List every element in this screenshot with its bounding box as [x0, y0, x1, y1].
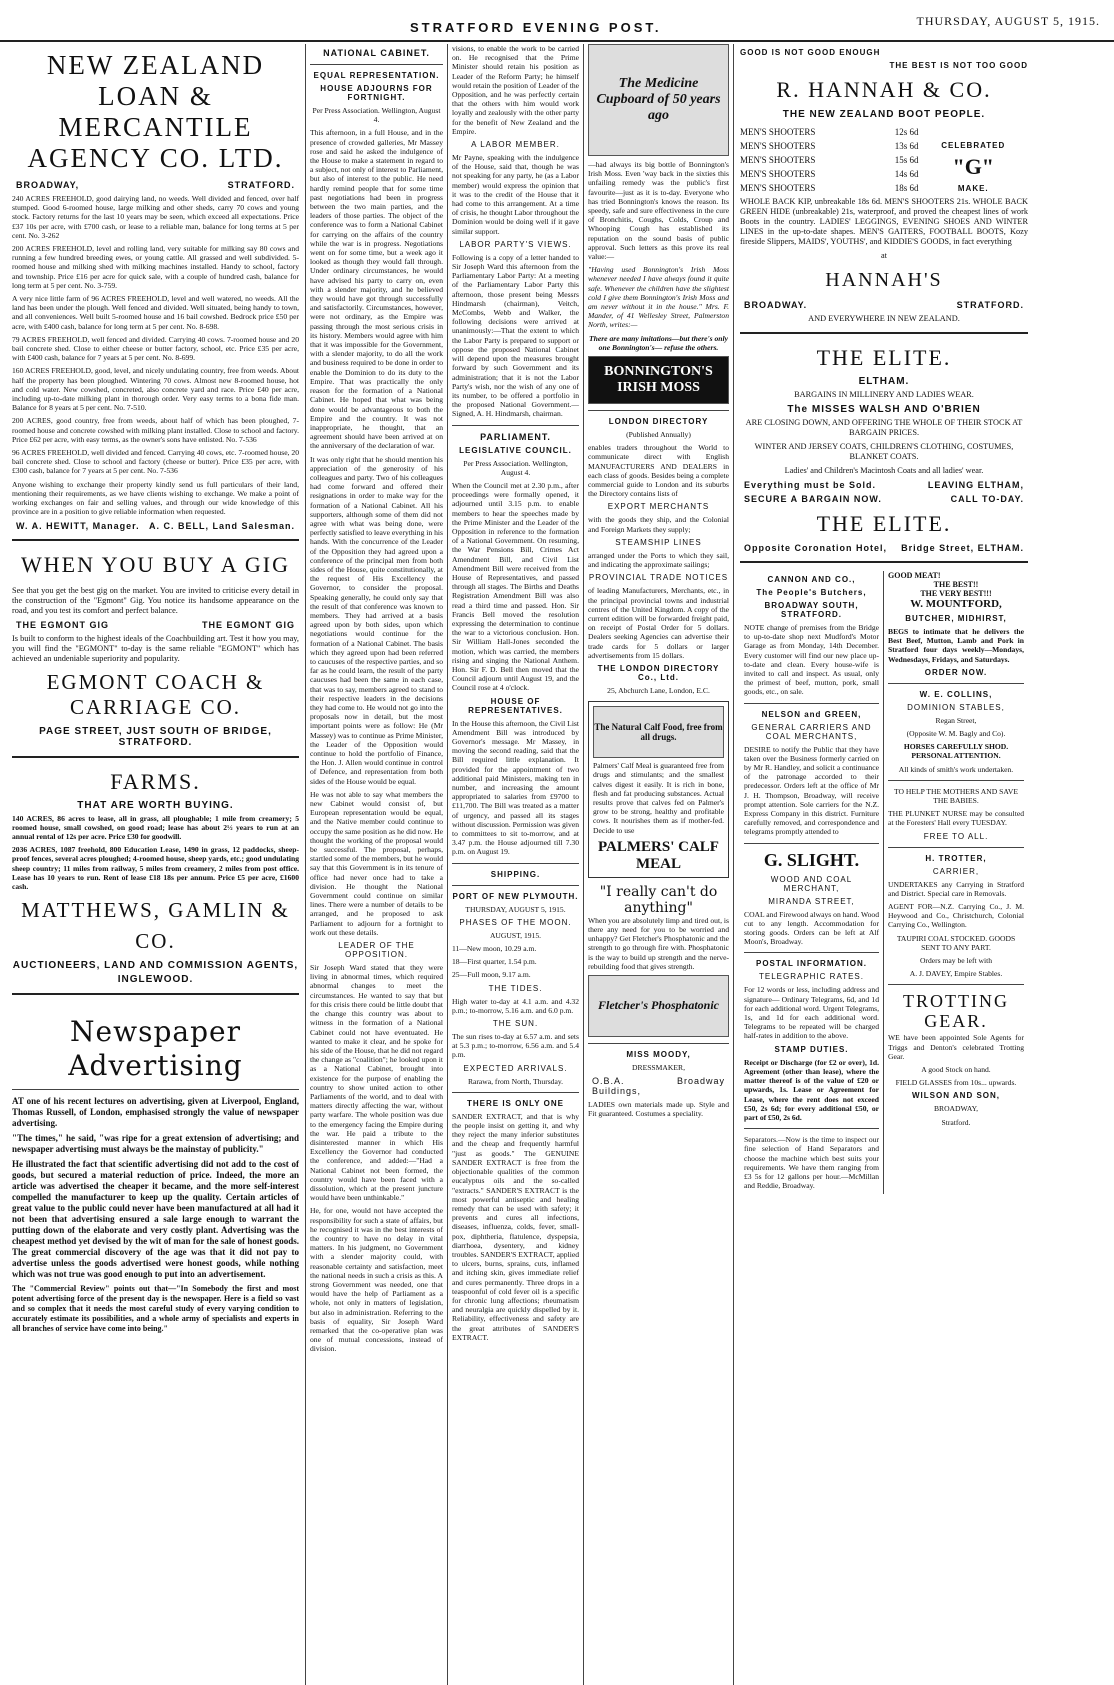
advertising-title: Newspaper Advertising — [68, 1015, 243, 1083]
hannah-left: BROADWAY. — [744, 300, 808, 310]
nelson-sub: GENERAL CARRIERS AND COAL MERCHANTS, — [751, 722, 872, 741]
slight-sub: WOOD AND COAL MERCHANT, — [770, 874, 853, 893]
moon-phase: 18—First quarter, 1.54 p.m. — [452, 957, 537, 967]
medicine-quote: "Having used Bonnington's Irish Moss whenever needed I have always found it quite safe. Whenever the children have the slightest cold I give them Bonnington's Irish Moss and am never without it in the house." Mrs. F. Mander, of 41 Wellesley Street, Palmerston North, writes:— — [588, 265, 729, 330]
col5-left — [740, 571, 884, 1194]
shooter-row: MEN'S SHOOTERS 18s 6d — [740, 183, 919, 193]
hannah-address — [744, 300, 1024, 310]
elite-misses: The MISSES WALSH AND O'BRIEN — [787, 404, 981, 415]
trotter-sub: CARRIER, — [932, 866, 980, 876]
collins-street: Regan Street, — [935, 715, 977, 725]
egmont-address: PAGE STREET, JUST SOUTH OF BRIDGE, STRATFORD. — [39, 725, 272, 748]
elite-address — [744, 543, 1024, 553]
tides-text: High water to-day at 4.1 a.m. and 4.32 p.m.; to-morrow, 5.16 a.m. and 6.0 p.m. — [452, 996, 579, 1015]
ld-text: enables traders throughout the World to communicate direct with English MANUFACTURERS AND DEALERS in each class of goods. Besides being a complete commercial guide to London and its suburbs the Directory contains lists of — [588, 443, 729, 499]
listing: 79 ACRES FREEHOLD, well fenced and divided. Carrying 40 cows. 7-roomed house and 20 bail concrete shed. Close to either cheese or butter factory, school, etc. Price £35 per acre, with £400 cash, balance for 7 years at 5 per cent. No. 8-699. — [12, 334, 299, 363]
moody-addr-right: Broadway — [676, 1076, 725, 1087]
farms-title: FARMS. — [110, 768, 201, 794]
trotting-glasses: FIELD GLASSES from 10s... upwards. — [895, 1078, 1017, 1088]
collins-sub: DOMINION STABLES, — [907, 702, 1005, 712]
hannahs: HANNAH'S — [825, 269, 943, 291]
sander-text: SANDER EXTRACT, and that is why the people insist on getting it, and why they reject the many inferior substitutes and the cheap and frequently harmful "just as goods." The GENUINE SANDER EXTRACT is free from the objectionable qualities of the common eucalyptus oils and the so-called "extracts." SANDER'S EXTRACT is the most powerful antiseptic and healing remedy that can be used with safety; it prevents and cures all infections, diseases, influenza, colds, fever, small-pox, diphtheria, flatulence, dyspepsia, diarrhoea, dysentery, and kidney troubles. SANDER'S EXTRACT, applied to ulcers, burns, sprains, cuts, inflamed and itching skin, gives immediate relief and cures permanently. Three drops in a teaspoonful of cold fever oil is a specific for chronic lung affections; rheumatism and neuralgia are quickly dispelled by it. Reliability, effectiveness and safety are the great attributes of SANDER'S EXTRACT. — [452, 1111, 579, 1342]
lpv-title: LABOR PARTY'S VIEWS. — [459, 239, 572, 249]
mountford-order: ORDER NOW. — [924, 667, 988, 677]
collins-name: W. E. COLLINS, — [919, 689, 993, 699]
slight-name: G. SLIGHT. — [763, 849, 860, 870]
elite-opp: Opposite Coronation Hotel, — [744, 543, 887, 553]
cannon-sub: The People's Butchers, — [756, 588, 867, 597]
moody-addr-left: O.B.A. Buildings, — [592, 1076, 642, 1097]
trotting-text: WE have been appointed Sole Agents for Triggs and Denton's celebrated Trotting Gear. — [888, 1033, 1024, 1061]
babies-free: FREE TO ALL. — [923, 831, 989, 841]
leader-para: He, for one, would not have accepted the responsibility for such a state of affairs, but he recognised it was in the best interests of the country to have no delay in vital matters. In his judgment, no Government with a slender majority could, with reasonable certainty and satisfaction, meet the national needs in such a crisis as this. A strong Government was needed, one that would have the help of Parliament as a whole, not only in matters of legislation, but also in administration. Referring to the basis of equality, Sir Joseph Ward remarked that the co-operative plan was one of mutual concessions, instead of division. — [310, 1206, 443, 1354]
moon-title: PHASES OF THE MOON. — [459, 917, 572, 927]
sun-title: THE SUN. — [492, 1019, 539, 1029]
port-date: THURSDAY, AUGUST 5, 1915. — [465, 904, 566, 914]
advertising-body — [12, 1096, 299, 1334]
babies-title: TO HELP THE MOTHERS AND SAVE THE BABIES. — [894, 786, 1018, 806]
gig-subheads — [16, 620, 295, 630]
elite-closing: ARE CLOSING DOWN, AND OFFERING THE WHOLE OF THEIR STOCK AT BARGAIN PRICES. — [745, 418, 1023, 437]
mountford-best: THE BEST!! — [933, 580, 979, 589]
mountford-name: W. MOUNTFORD, — [910, 598, 1002, 610]
elite-bridge: Bridge Street, ELTHAM. — [901, 543, 1024, 553]
prov-text: of leading Manufacturers, Merchants, etc., in the principal provincial towns and industrial centres of the United Kingdom. A copy of the current edition will be forwarded freight paid, on receipt of Postal Order for 5 dollars. Dealers seeking Agencies can advertise their trade cards for 5 dollars or larger advertisements from 15 dollars. — [588, 586, 729, 660]
listing: A very nice little farm of 96 ACRES FREEHOLD, level and well watered, no weeds. All the land has been under the plough. Well fenced and divided. Well situated, being handy to town, and all conveniences. Well built 5-roomed house and 16 bail cowshed. Bedrock price £50 per acre, with £400 cash, balance for long term at 5 per cent. No. 8-698. — [12, 294, 299, 331]
elite-call: CALL TO-DAY. — [950, 494, 1024, 504]
listing: 96 ACRES FREEHOLD, well divided and fenced. Carrying 40 cows, etc. 7-roomed house, 20 bail concrete shed. Close to school and factory (cheese or butter). Price £35 per acre, with £300 cash, balance for 7 years at 5 per cent. No. 7-536 — [12, 448, 299, 476]
issue-date: THURSDAY, AUGUST 5, 1915. — [916, 14, 1100, 28]
phosphatonic-illustration — [588, 975, 729, 1037]
gig-sub-right: THE EGMONT GIG — [201, 619, 295, 630]
cannon-text: NOTE change of premises from the Bridge to up-to-date shop next Mudford's Motor Garage as from Monday, 14th December. Every customer will find our new place up-to-date and clean. Every house-wife is invited to call and inspect. As usual, only the primest of beef, mutton, pork, small goods, etc., on sale. — [744, 623, 879, 697]
celebrated-make — [919, 123, 1028, 197]
collins-all: All kinds of smith's work undertaken. — [898, 764, 1014, 774]
cabinet-para: This afternoon, in a full House, and in the presence of crowded galleries, Mr Massey rose and said he asked the indulgence of the House to make a statement in regard to a subject, not only of interest to Parliament, but also of interest to the public. He need hardly remind people that for some time past negotiations had been in progress between the two main parties, and the leaders of those parties. The object of the conference was to form a National Cabinet for carrying on the affairs of the country while the war is in progress. Negotiations went on for some time, but a week ago it looked as though they would fall through. Under ordinary circumstances, he would have advised his party to carry on, even with a slender majority, and he believed they would have got through successfully and satisfactorily. Circumstances, however, were not ordinary, as the Empire was passing through the most serious crisis in its history. Members would agree with him that it was impossible for the Government, with a slender majority, to do all the work and business required to be done in order to enable the Dominion to do its duty to the Empire. That was practically the only reason for the formation of a National Cabinet. He hoped that what was being done would be advantageous to both the Empire and the country. It was not inappropriate, he thought, that an agreement should have been arrived at on the anniversary of the declaration of war. — [310, 128, 443, 451]
nzloan-address — [16, 180, 295, 190]
nzloan-title: NEW ZEALAND LOAN & MERCANTILE AGENCY CO. LTD. — [27, 50, 284, 173]
collins-text: HORSES CAREFULLY SHOD. PERSONAL ATTENTION. — [903, 742, 1009, 761]
postal-title: POSTAL INFORMATION. — [756, 959, 867, 969]
stamp-title: STAMP DUTIES. — [774, 1044, 849, 1054]
prov-title: PROVINCIAL TRADE NOTICES — [588, 573, 729, 583]
trotter-orders: Orders may be left with — [919, 956, 993, 966]
slight-street: MIRANDA STREET, — [768, 896, 855, 906]
g-make: "G" — [952, 154, 995, 179]
labour-text: Mr Payne, speaking with the indulgence of the House, said that, though he was not speaking for any party, he (as a Labor member) would express the opinion that it was to the credit of the House that it had come to this arrangement. At a time of crisis, he thought Labor throughout the Dominion would be doing well if it gave similar support. — [452, 153, 579, 236]
wilson-name: WILSON AND SON, — [911, 1091, 1001, 1101]
column-2 — [306, 44, 448, 1685]
lc-text: When the Council met at 2.30 p.m., after proceedings were formally opened, it adjourned until 3.15 p.m. to enable members to hear the speeches made by the Prime Minister and the Leader of the Opposition in reference to the formation of a National Government. On resuming, the War Pensions Bill, Crimes Act Amendment Bill, and Civil List Amendment Bill were received from the House of Representatives, and passed through all stages. The Births and Deaths Registration Amendment Bill was also read a third time and passed. Hon. Sir Francis Bell moved the resolution expressing the determination to continue the war to a victorious conclusion. Hon. Sir William Hall-Jones seconded the motion, which was carried, the members rising and singing the National Anthem. Hon. Sir F. D. Bell then moved that the Council adjourn until August 19, and the Council rose at 4 o'clock. — [452, 480, 579, 693]
sun-text: The sun rises to-day at 6.57 a.m. and sets at 5.3 p.m.; to-morrow, 6.56 a.m. and 5.4 p.m. — [452, 1032, 579, 1060]
elite-macs: Ladies' and Children's Macintosh Coats and all ladies' wear. — [784, 466, 984, 475]
tired-text: When you are absolutely limp and tired out, is there any need for you to be worried and unhappy? Get Fletcher's Phosphatonic and the strength to go through fire with. Phosphatonic is the way to build up strength and the nerve-rebuilding food that gives strength. — [588, 915, 729, 971]
hor-text: In the House this afternoon, the Civil List Amendment Bill was introduced by Governor's message. Mr Massey, in moving the second reading, said that the Bill required little explanation. It provided for the appointment of two additional paid Ministers, making ten in number, and increasing the amount appropriated to salaries from £9700 to £11,700. The Bill was treated as a matter of urgency, and passed all its stages without discussion. Permission was given to committees to sit to-morrow, and at 3.47 p.m. the House adjourned till 7.30 p.m. on August 19. — [452, 718, 579, 857]
only-one-title: THERE IS ONLY ONE — [466, 1098, 565, 1108]
medicine-text: —had always its big bottle of Bonnington's Irish Moss. Even 'way back in the sixties this unfailing remedy was the public's first favourite—just as it is to-day. Everyone who has tried Bonnington's knows the reason. Its speedy, safe and sure effectiveness in the cure of Bronchitis, Coughs, Colds, Croup and Whooping Cough has established its reputation on the sound basis of public approval. Such letters as this prove its real value:— — [588, 160, 729, 262]
elite-row-2 — [744, 494, 1024, 504]
leader-para: Sir Joseph Ward stated that they were living in abnormal times, which required abnormal changes to meet the circumstances. He wanted to say that but for this crisis there could be little doubt that the change this country was about to witness in the formation of a National Cabinet could not have eventuated. He wanted to make it clear, and he spoke for his side of the House, that he did not regard the change as "coalition"; he looked upon it as a National Cabinet, brought into existence for the purpose of enabling the country to show united action to other Parliaments of the world, and to deal with matters directly affecting the war, without party warfare. The whole position was due to the emergency facing the Empire during the war. He paid a tribute to the disinterested manner in which His Excellency the Governor had conducted the conference, and added:—"Had a National Cabinet not been formed, the country would have been faced with a dissolution, which at the present juncture would have been unthinkable." — [310, 963, 443, 1203]
bonnington-brand — [588, 356, 729, 404]
adv-para: The "Commercial Review" points out that—"In Somebody the first and most potent advertising force of the present day is the newspaper. Here is a field so vast and so complex that it needs the most careful study of every varying condition to accurately estimate its possibilities, and a whole army of specialists and experts in all branches of service have come into being." — [12, 1284, 299, 1334]
hannah-text: WHOLE BACK KIP, unbreakable 18s 6d. MEN'S SHOOTERS 21s. WHOLE BACK GREEN HIDE (unbreakable) 21s, waterproof, and proved the cheapest lines of work Boots in the country. LADIES' LEGGINGS, EVENING SHOES AND WINTER LINES in the up-to-date shapes. MEN'S GAITERS, FOOTBALL BOOTS, Kozy fireside Slippers, MAIDS', YOUTHS', and KIDDIE'S GOODS, in fact everything — [740, 197, 1028, 246]
cannon-addr: BROADWAY SOUTH, STRATFORD. — [764, 601, 859, 619]
farms-items — [12, 814, 299, 892]
listing: 200 ACRES, good country, free from weeds, about half of which has been ploughed, 7-roomed house and concrete cowshed with milking plant installed. Close to school and factory. Price £62 per acre, with easy terms, as the owner's sons have enlisted. No. 7-536 — [12, 416, 299, 444]
manager: W. A. HEWITT, Manager. — [16, 520, 140, 531]
bonnington-label: BONNINGTON'S IRISH MOSS — [604, 364, 713, 396]
elite-leaving: LEAVING ELTHAM, — [927, 480, 1024, 490]
trotter-text: UNDERTAKES any Carrying in Stratford and District. Special care in Removals. — [888, 879, 1024, 898]
babies-text: THE PLUNKET NURSE may be consulted at the Foresters' Hall every TUESDAY. — [888, 809, 1024, 828]
lpv-text: Following is a copy of a letter handed to Sir Joseph Ward this afternoon from the Parliamentary Labor Party: At a meeting of the Parliamentary Labor Party this afternoon, those present being Messrs Hindmarsh (chairman), Veitch, McCombs, Webb and Walker, the following decisions were arrived at unanimously:—That the extent to which the Labor Party is prepared to support or oppose the proposed National Cabinet will depend upon the measures brought forward by such Government and its administration; that it is not the Labor Party's wish, nor the wish of any one of its number, to be offered a portfolio in the proposed National Government.—Signed, A. H. Hindmarsh, chairman. — [452, 252, 579, 419]
ld-sub: (Published Annually) — [626, 430, 691, 440]
lc-title: LEGISLATIVE COUNCIL. — [459, 445, 572, 455]
gig-para-2: Is built to conform to the highest ideals of the Coachbuilding art. Test it how you may, you will find the "EGMONT" to-day is the same reliable "EGMONT" which has achieved an undeniable superiority and popularity. — [12, 633, 299, 663]
elite-place: ELTHAM. — [858, 376, 910, 387]
nzloan-listings — [12, 194, 299, 517]
steam-text: arranged under the Ports to which they sail, and indicating the approximate sailings; — [588, 550, 729, 570]
postal-tel: TELEGRAPHIC RATES. — [759, 972, 864, 982]
elite-winter: WINTER AND JERSEY COATS, CHILDREN'S CLOTHING, COSTUMES, BLANKET COATS. — [754, 442, 1014, 461]
farms-sub: THAT ARE WORTH BUYING. — [77, 799, 234, 811]
egmont-company: EGMONT COACH & CARRIAGE CO. — [46, 669, 265, 719]
elite-row-1 — [744, 480, 1024, 490]
calves-illustration — [593, 706, 724, 758]
nelson-name: NELSON and GREEN, — [761, 709, 862, 719]
moody-role: DRESSMAKER, — [632, 1062, 685, 1072]
cabinet-sub: EQUAL REPRESENTATION. — [313, 71, 440, 80]
tired-title: "I really can't do anything" — [599, 883, 718, 916]
palmers-ad — [588, 701, 729, 878]
gig-title: WHEN YOU BUY A GIG — [20, 551, 291, 577]
cabinet-continued: visions, to enable the work to be carried on. He recognised that the Prime Minister should retain his position as Leader of the Reform Party; he himself would retain the position of Leader of the Opposition, and he was perfectly certain that the others with him would work loyally and zealously with the other party for the benefit of New Zealand and the Empire. — [452, 44, 579, 136]
mountford-very: THE VERY BEST!!! — [920, 589, 992, 598]
paper-title: STRATFORD EVENING POST. — [410, 20, 662, 35]
nzloan-right: STRATFORD. — [227, 180, 295, 190]
slight-text: COAL and Firewood always on hand. Wood cut to any length. Accommodation for storing goods. Orders can be left at Alf Moon's, Broadway. — [744, 909, 880, 947]
export-title: EXPORT MERCHANTS — [607, 502, 710, 512]
matthews-company: MATTHEWS, GAMLIN & CO. — [21, 898, 290, 954]
shooters-list — [740, 123, 919, 197]
matthews-role: AUCTIONEERS, LAND AND COMMISSION AGENTS, — [12, 960, 299, 972]
adv-para: AT one of his recent lectures on advertising, given at Liverpool, England, Thomas Russell, of London, emphasised strongly the value of newspaper advertising. — [12, 1096, 299, 1129]
hannah-at: at — [881, 251, 887, 260]
adv-para: "The times," he said, "was ripe for a great extension of advertising; and newspaper advertising must always be the mainstay of publicity." — [12, 1133, 299, 1155]
cannon-name: CANNON AND CO., — [767, 575, 856, 584]
shooter-row: MEN'S SHOOTERS 13s 6d — [740, 141, 919, 151]
cabinet-byline: Per Press Association. Wellington, August 4. — [312, 106, 441, 125]
medicine-title: The Medicine Cupboard of 50 years ago — [596, 76, 721, 123]
nzloan-left: BROADWAY, — [16, 180, 80, 190]
listing: 160 ACRES FREEHOLD, good, level, and nicely undulating country, free from weeds. About half the property has been ploughed. Wintering 70 cows. Almost new 8-roomed house, hot and cold water. New cowshed, concreted, also concrete yard and race. Price £40 per acre, including up-to-date milking plant in thorough order. Very easy terms to a bona fide man. Balance for 8 years at 5 per cent. No. 7-510. — [12, 366, 299, 413]
shipping-title: SHIPPING. — [490, 869, 541, 879]
shooter-row: MEN'S SHOOTERS 15s 6d — [740, 155, 919, 165]
trotter-taupiri: TAUPIRI COAL STOCKED. GOODS SENT TO ANY PART. — [896, 933, 1016, 952]
hannah-top1: GOOD IS NOT GOOD ENOUGH — [740, 48, 881, 57]
elite-secure: SECURE A BARGAIN NOW. — [744, 494, 882, 504]
calf-title: The Natural Calf Food, free from all drugs. — [594, 722, 723, 743]
steam-title: STEAMSHIP LINES — [615, 537, 702, 547]
calf-text: Palmers' Calf Meal is guaranteed free from drugs and stimulants; and the smallest calves digest it easily. It is rich in bone, flesh and fat producing substances. Actual results prove that calves fed on Palmer's grow to be strong, healthy and profitable cows. It nourishes them as if mother-fed. Decide to use — [593, 761, 724, 835]
tides-title: THE TIDES. — [488, 983, 543, 993]
column-3 — [448, 44, 584, 1685]
mountford-role: BUTCHER, MIDHIRST, — [905, 614, 1007, 623]
export-text: with the goods they ship, and the Colonial and Foreign Markets they supply; — [588, 515, 729, 534]
adv-para: He illustrated the fact that scientific advertising did not add to the cost of goods, but secured a material reduction of price. Indeed, the more an article was advertised the cheaper it became, and the more self-interest compelled the manufacturer to keep up the quality. Certain articles of great value to the public could never have been manufactured at all had it not been that advertising ensured a sale large enough to warrant the putting down of the elaborate and very costly plant. Advertising was the cheapest method yet devised by the wit of man for the sale of honest goods. The great commercial discovery of the age was that it did not pay to advertise unless the goods advertised were honest goods, while nothing which was not true was good enough to put into an advertisement. — [12, 1159, 299, 1280]
elite-title: THE ELITE. — [816, 345, 952, 370]
hannah-name: R. HANNAH & CO. — [776, 77, 992, 102]
wilson-street: BROADWAY, — [933, 1104, 979, 1114]
moon-phase: 11—New moon, 10.29 a.m. — [452, 944, 537, 954]
ldc-name: THE LONDON DIRECTORY Co., Ltd. — [597, 663, 720, 682]
moon-month: AUGUST, 1915. — [489, 930, 542, 940]
fletcher-brand: Fletcher's Phosphatonic — [597, 998, 719, 1013]
celebrated-label: CELEBRATED — [941, 141, 1006, 150]
col5-right — [884, 571, 1028, 1194]
hannah-sub: THE NEW ZEALAND BOOT PEOPLE. — [782, 109, 986, 120]
moody-text: LADIES own materials made up. Style and Fit guaranteed. Costumes a speciality. — [588, 1100, 729, 1119]
matthews-town: INGLEWOOD. — [117, 974, 194, 986]
stamp-text: Receipt or Discharge (for £2 or over), 1d. Agreement (other than lease), where the matter thereof is of the value of £20 or upwards, 1s. Lease or Agreement for Lease, where the rent does not exceed £50, 2s 6d; for every additional £50, or part of £50, 2s 6d. — [744, 1057, 879, 1122]
trotter-name: H. TROTTER, — [925, 853, 987, 863]
labour-title: A LABOR MEMBER. — [471, 140, 560, 150]
make-label: MAKE. — [957, 184, 989, 193]
separators-text: Separators.—Now is the time to inspect our fine selection of Hand Separators and choose the machine which best suits your requirements. We have them ranging from £3 5s for 12 gallons per hour.—McMillan and Reddie, Broadway. — [744, 1135, 879, 1191]
elite-sold: Everything must be Sold. — [744, 480, 877, 490]
arrivals-title: EXPECTED ARRIVALS. — [463, 1063, 568, 1073]
port-title: PORT OF NEW PLYMOUTH. — [452, 891, 579, 901]
postal-text: For 12 words or less, including address and signature— Ordinary Telegrams, 6d, and 1d for each additional word. Urgent Telegrams, 1s, and 1d for each additional word. Telegrams to be repeated will be charged half-rates in addition to the above. — [744, 985, 879, 1041]
arrivals-text: Rarawa, from North, Thursday. — [467, 1076, 564, 1086]
gig-sub-left: THE EGMONT GIG — [16, 619, 110, 630]
column-1 — [6, 44, 306, 1685]
moody-name: MISS MOODY, — [626, 1049, 691, 1059]
nelson-text: DESIRE to notify the Public that they have taken over the Business formerly carried on by Mr R. Handley, and solicit a continuance of the patronage accorded to their predecessor. Orders left at the office of Mr J. H. Thompson, Broadway, will receive prompt attention. Sole carriers for the N.Z. Express Company in this district. Furniture carefully removed, and correspondence and telegrams promptly attended to — [744, 744, 879, 837]
hannah-right: STRATFORD. — [956, 300, 1024, 310]
trotter-davey: A. J. DAVEY, Empire Stables. — [909, 969, 1003, 979]
moody-address — [592, 1076, 725, 1096]
cabinet-sub2: HOUSE ADJOURNS FOR FORTNIGHT. — [320, 84, 433, 102]
parliament-title: PARLIAMENT. — [480, 431, 551, 442]
column-5 — [734, 44, 1034, 1685]
trotter-agent: AGENT FOR—N.Z. Carrying Co., J. M. Heywood and Co., Christchurch, Colonial Carrying Co., Wellington. — [888, 902, 1024, 930]
imitations: There are many imitations—but there's only one Bonnington's— refuse the others. — [588, 333, 729, 352]
hannah-everywhere: AND EVERYWHERE IN NEW ZEALAND. — [808, 314, 960, 323]
parl-byline: Per Press Association. Wellington, August 4. — [463, 458, 568, 477]
listing: 240 ACRES FREEHOLD, good dairying land, no weeds. Well divided and fenced, over half stumped. Good 6-roomed house, large milking and other sheds, carry 70 cows and young stock. Factory returns for the last 10 years may be seen, which exceed all expectations. Price £37 10s per acre, with £700 cash, or lease to a reliable man, balance for long terms at 5 per cent. No. 3-262 — [12, 194, 299, 240]
shooter-row: MEN'S SHOOTERS 14s 6d — [740, 169, 919, 179]
collins-opp: (Opposite W. M. Bagly and Co). — [906, 729, 1006, 739]
hannah-top2: THE BEST IS NOT TOO GOOD — [889, 61, 1028, 70]
farm-item: 2036 ACRES, 1087 freehold, 800 Education Lease, 1490 in grass, 12 paddocks, sheep-proof fences, several acres ploughed; 4-roomed house, sheep yards, etc.; good undulating sheep country; 11 miles from railway, 5 miles from creamery, 2 miles from post office. Lease has 10 years to run. Rent of lease £18 18s per annum. Price £5 per acre, £1600 cash. — [12, 845, 299, 891]
gig-para-1: See that you get the best gig on the market. You are invited to criticise every detail in the construction of the "Egmont" Gig. You notice its handsome appearance on the road, and you test its comfort and perfect balance. — [12, 585, 299, 615]
farm-item: 140 ACRES, 86 acres to lease, all in grass, all ploughable; 1 mile from creamery; 5 roomed house, small cowshed, on good road; lease has about 2½ years to run at an annual rental of 12s per acre. Price £30 for goodwill. — [12, 813, 299, 841]
shooter-row: MEN'S SHOOTERS 12s 6d — [740, 127, 919, 137]
ld-title: LONDON DIRECTORY — [608, 417, 709, 427]
column-4 — [584, 44, 734, 1685]
cabinet-title: NATIONAL CABINET. — [323, 48, 430, 58]
listing: 200 ACRES FREEHOLD, level and rolling land, very suitable for milking say 80 cows and running a few hundred breeding ewes, or young cattle. All grassed and well subdivided. 5-roomed house and milking shed with milking machines installed. Handy to school, factory and township. Price £16 per acre for quick sale, with a couple of hundred cash, balance for long term at 5 per cent. No. 3-759. — [12, 244, 299, 290]
nzloan-note: Anyone wishing to exchange their property kindly send us full particulars of their land, mentioning their requirements, as we have clients wishing to exchange. We make a point of working exchanges on fair and selling values, and through our wide knowledge of this province are in a position to give reliable information when requested. — [12, 479, 299, 517]
salesman: A. C. BELL, Land Salesman. — [148, 520, 295, 531]
medicine-illustration — [588, 44, 729, 156]
cabinet-para: It was only right that he should mention his appreciation of the generosity of his colleagues and party. Two of his colleagues had come forward and offered their resignations in order to make way for the formation of a National Cabinet. All his supporters, although some of them did not agree with what was being done, were perfectly satisfied to leave everything in his hands. With the concurrence of the Leader of the Opposition they had agreed upon a conference of the principal men from both sides of the House, quite constitutionally, at the request of His Excellency the Governor, to consider the proposal. Speaking generally, he could only say that the result of that conference was known to members. They had arrived at a basis agreed upon by both sides, upon which negotiations would continue for the formation of a National Cabinet. The basis which they agreed upon had been referred to caucuses of the respective parties, and so far as he could learn, the result of the party caucuses had been the same in each case, that was to say, members agreed to stand to their respective leaders in the decisions they had come to. He would not go into the proposals now in detail, but the most important points were as follow: He (Mr Massey) was to continue as Prime Minister, the Leader of the Opposition would continue to hold the portfolio of Finance, the Hon. J. Allen would continue in control of Defence, and representation from both sides of the House would be equal. — [310, 454, 443, 786]
trotting-stock: A good Stock on hand. — [921, 1065, 991, 1075]
leader-title: LEADER OF THE OPPOSITION. — [338, 941, 415, 960]
mountford-text: BEGS to intimate that he delivers the Best Beef, Mutton, Lamb and Pork in Stratford four days weekly—Mondays, Wednesdays, Fridays, and Saturdays. — [888, 627, 1024, 664]
moon-phase: 25—Full moon, 9.17 a.m. — [452, 970, 531, 980]
elite-title-2: THE ELITE. — [816, 511, 952, 536]
nzloan-staff — [16, 521, 295, 531]
elite-bargains: BARGAINS IN MILLINERY AND LADIES WEAR. — [794, 390, 974, 399]
palmers-brand: PALMERS' CALF MEAL — [598, 838, 719, 872]
masthead — [0, 0, 1114, 42]
mountford-good: GOOD MEAT! — [888, 571, 941, 580]
trotting-title: TROTTING GEAR. — [903, 991, 1009, 1032]
hor-title: HOUSE OF REPRESENTATIVES. — [468, 696, 563, 715]
wilson-town: Stratford. — [941, 1117, 971, 1127]
cabinet-para: He was not able to say what members the new Cabinet would consist of, but European representation would be equal, and the Native member could continue to occupy the same position as he did now. He thought the working of the proposal would be successful. The proposal, perhaps, startled some of the members, but he would say that this Government is in its tenure of office had never once had to take a division. He thought the National Government could continue on similar lines. There were a number of details to be arranged, and he proposed to ask Parliament to adjourn for a fortnight to work out these details. — [310, 789, 444, 937]
column-5-split — [740, 571, 1028, 1194]
ldc-address: 25, Abchurch Lane, London, E.C. — [607, 685, 710, 695]
